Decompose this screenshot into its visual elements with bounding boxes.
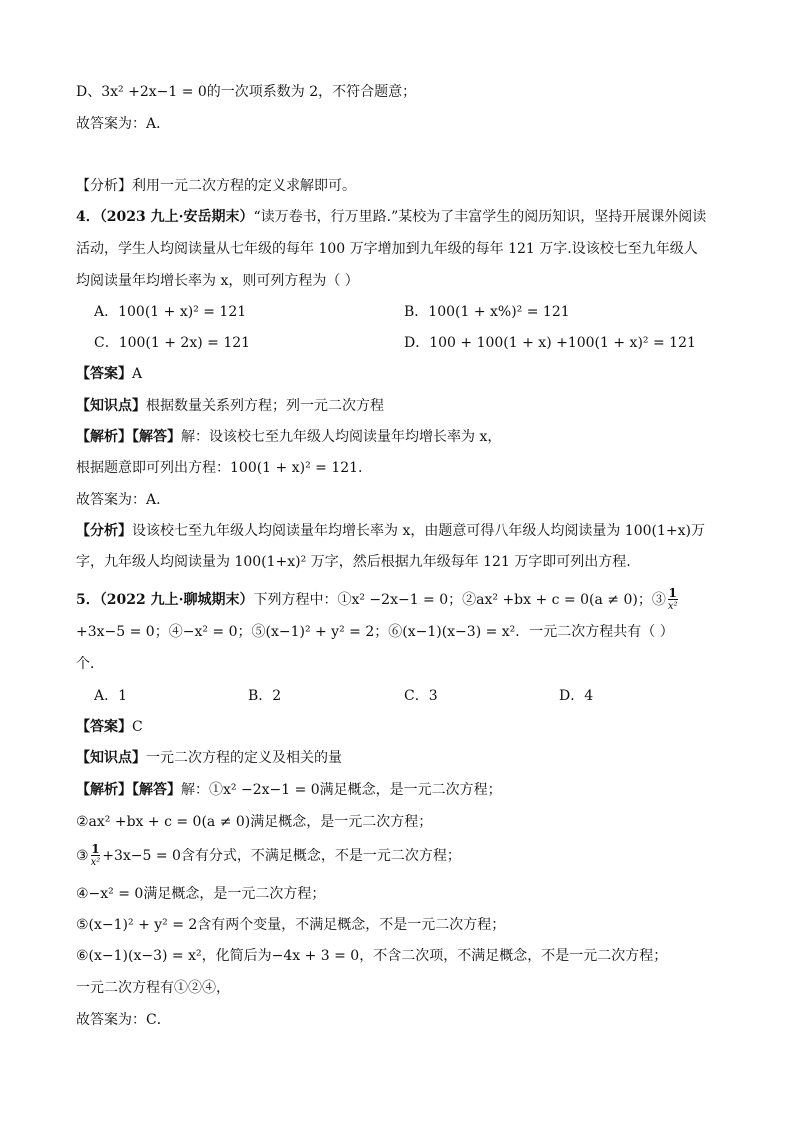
q5-solution-4: ④−x² = 0满足概念，是一元二次方程； — [76, 886, 326, 902]
question-text: 下列方程中：①x² −2x−1 = 0；②ax² +bx + c = 0(a ≠ 0)；③ — [253, 592, 666, 608]
q5-solution-6: ⑥(x−1)(x−3) = x²，化简后为−4x + 3 = 0，不含二次项，不满足概念，不是一元二次方程； — [76, 948, 668, 964]
question-5-line-3: 个． — [76, 656, 104, 672]
solution-tag: 【解析】【解答】 — [76, 782, 181, 798]
q5-option-b: B．2 — [248, 688, 282, 704]
analysis-tag: 【分析】 — [76, 523, 132, 539]
answer-line: 故答案为：A． — [76, 116, 171, 132]
solution-text: +3x−5 = 0含有分式，不满足概念，不是一元二次方程； — [102, 848, 461, 864]
option-d-explanation: D、3x² +2x−1 = 0的一次项系数为 2，不符合题意； — [76, 84, 417, 100]
question-source: （2023 九上·安岳期末） — [99, 209, 254, 225]
q5-knowledge-point — [76, 748, 342, 768]
question-number: 4． — [76, 209, 100, 225]
q5-option-a: A．1 — [94, 688, 128, 704]
answer-value: A — [132, 366, 143, 382]
q5-solution-7: 一元二次方程有①②④， — [76, 980, 230, 996]
fraction-numerator: 1 — [91, 842, 100, 856]
q5-solution-3 — [76, 844, 461, 868]
answer-value: C — [132, 719, 143, 735]
knowledge-tag: 【知识点】 — [76, 398, 146, 414]
question-5-line-1 — [76, 588, 680, 612]
analysis-line: 【分析】利用一元二次方程的定义求解即可。 — [76, 178, 356, 194]
q5-solution-1 — [76, 780, 502, 800]
q4-knowledge-point — [76, 396, 384, 416]
q4-option-d: D．100 + 100(1 + x) +100(1 + x)² = 121 — [404, 335, 696, 351]
q5-option-c: C．3 — [404, 688, 438, 704]
q4-solution-1 — [76, 427, 501, 447]
analysis-text: 设该校七至九年级人均阅读量年均增长率为 x，由题意可得八年级人均阅读量为 100(1+x)万 — [132, 523, 705, 539]
fraction — [91, 844, 101, 868]
q4-option-c: C．100(1 + 2x) = 121 — [94, 335, 251, 351]
question-4-line-2: 活动，学生人均阅读量从七年级的每年 100 万字增加到九年级的每年 121 万字.设该校七至九年级人 — [76, 241, 698, 257]
question-text: “读万卷书，行万里路.”某校为了丰富学生的阅历知识，坚持开展课外阅读 — [253, 209, 707, 225]
question-5-line-2: +3x−5 = 0；④−x² = 0；⑤(x−1)² + y² = 2；⑥(x−1)(x−3) = x²．一元二次方程共有（ ） — [76, 624, 674, 640]
question-4-line-3: 均阅读量年均增长率为 x，则可列方程为（ ） — [76, 273, 359, 289]
knowledge-text: 根据数量关系列方程；列一元二次方程 — [146, 398, 384, 414]
solution-text: 解：设该校七至九年级人均阅读量年均增长率为 x， — [181, 429, 502, 445]
q4-solution-3: 故答案为：A. — [76, 492, 161, 508]
q5-answer — [76, 717, 143, 737]
question-source: （2022 九上·聊城期末） — [99, 592, 254, 608]
q4-analysis-1 — [76, 521, 705, 541]
question-number: 5． — [76, 592, 100, 608]
q5-solution-8: 故答案为：C． — [76, 1012, 171, 1028]
knowledge-text: 一元二次方程的定义及相关的量 — [146, 750, 342, 766]
answer-tag: 【答案】 — [76, 366, 132, 382]
question-4-line-1 — [76, 207, 706, 227]
fraction — [668, 588, 678, 612]
q4-answer — [76, 364, 142, 384]
answer-tag: 【答案】 — [76, 719, 132, 735]
q4-solution-2: 根据题意即可列出方程：100(1 + x)² = 121. — [76, 460, 363, 476]
solution-text: 解：①x² −2x−1 = 0满足概念，是一元二次方程； — [181, 782, 502, 798]
q5-solution-5: ⑤(x−1)² + y² = 2含有两个变量，不满足概念，不是一元二次方程； — [76, 917, 506, 933]
circled-number: ③ — [76, 848, 89, 864]
q4-option-b: B．100(1 + x%)² = 121 — [404, 304, 570, 320]
q4-analysis-2: 字，九年级人均阅读量为 100(1+x)² 万字，然后根据九年级每年 121 万字即可列出方程. — [76, 554, 631, 570]
q5-option-d: D．4 — [559, 688, 594, 704]
knowledge-tag: 【知识点】 — [76, 750, 146, 766]
fraction-denominator: x² — [90, 857, 101, 868]
fraction-numerator: 1 — [668, 586, 677, 600]
q5-solution-2: ②ax² +bx + c = 0(a ≠ 0)满足概念，是一元二次方程； — [76, 814, 433, 830]
q4-option-a: A．100(1 + x)² = 121 — [94, 304, 247, 320]
solution-tag: 【解析】【解答】 — [76, 429, 181, 445]
fraction-denominator: x² — [667, 601, 678, 612]
